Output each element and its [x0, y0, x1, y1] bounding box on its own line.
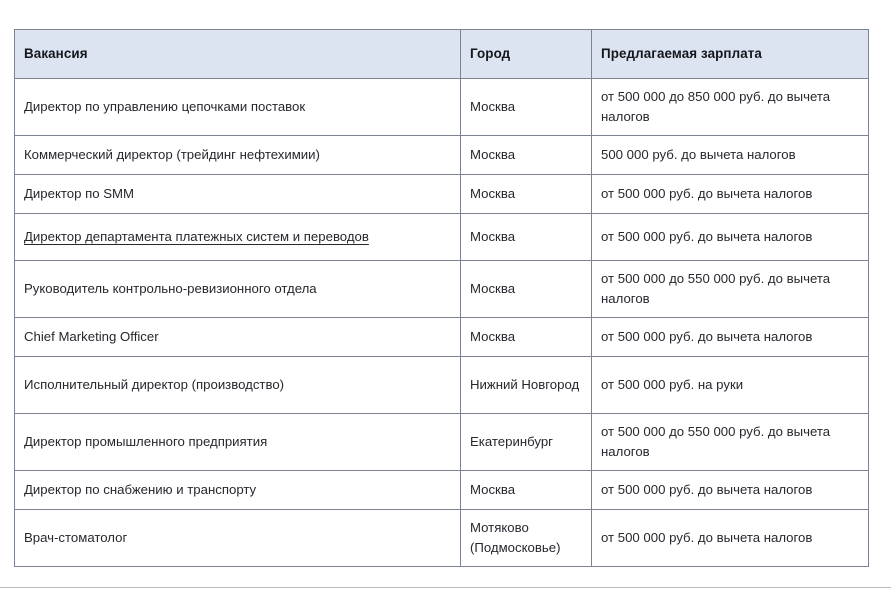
cell-city: Москва	[461, 261, 592, 318]
vacancy-label-underlined: Директор департамента платежных систем и переводов	[24, 228, 369, 244]
cell-city: Москва	[461, 214, 592, 261]
cell-vacancy: Chief Marketing Officer	[15, 318, 461, 357]
column-header-city: Город	[461, 30, 592, 79]
table-row	[15, 136, 869, 175]
cell-salary: от 500 000 руб. на руки	[592, 357, 869, 414]
table-row	[15, 261, 869, 318]
table-container	[14, 29, 868, 567]
cell-city: Москва	[461, 175, 592, 214]
cell-vacancy: Директор по снабжению и транспорту	[15, 471, 461, 510]
column-header-salary: Предлагаемая зарплата	[592, 30, 869, 79]
table-row	[15, 214, 869, 261]
table-row	[15, 318, 869, 357]
cell-vacancy: Директор промышленного предприятия	[15, 414, 461, 471]
table-header	[15, 30, 869, 79]
cell-city: Москва	[461, 136, 592, 175]
table-row	[15, 79, 869, 136]
table-row	[15, 510, 869, 567]
cell-vacancy: Директор по управлению цепочками поставок	[15, 79, 461, 136]
cell-city: Екатеринбург	[461, 414, 592, 471]
cell-vacancy: Директор по SMM	[15, 175, 461, 214]
cell-city: Москва	[461, 318, 592, 357]
bottom-divider	[0, 587, 891, 588]
cell-salary: от 500 000 руб. до вычета налогов	[592, 510, 869, 567]
cell-city: Москва	[461, 79, 592, 136]
vacancies-salary-table	[14, 29, 869, 567]
table-row	[15, 471, 869, 510]
cell-salary: от 500 000 до 550 000 руб. до вычета налогов	[592, 261, 869, 318]
cell-vacancy: Руководитель контрольно-ревизионного отдела	[15, 261, 461, 318]
cell-salary: от 500 000 руб. до вычета налогов	[592, 318, 869, 357]
cell-city: Нижний Новгород	[461, 357, 592, 414]
cell-salary: от 500 000 руб. до вычета налогов	[592, 214, 869, 261]
cell-vacancy: Врач-стоматолог	[15, 510, 461, 567]
cell-salary: от 500 000 до 550 000 руб. до вычета налогов	[592, 414, 869, 471]
table-row	[15, 357, 869, 414]
cell-vacancy: Коммерческий директор (трейдинг нефтехимии)	[15, 136, 461, 175]
cell-city: Мотяково (Подмосковье)	[461, 510, 592, 567]
cell-salary: от 500 000 руб. до вычета налогов	[592, 471, 869, 510]
cell-vacancy: Исполнительный директор (производство)	[15, 357, 461, 414]
cell-salary: от 500 000 руб. до вычета налогов	[592, 175, 869, 214]
cell-city: Москва	[461, 471, 592, 510]
cell-salary: от 500 000 до 850 000 руб. до вычета налогов	[592, 79, 869, 136]
table-body	[15, 79, 869, 567]
table-row	[15, 414, 869, 471]
table-row	[15, 175, 869, 214]
cell-salary: 500 000 руб. до вычета налогов	[592, 136, 869, 175]
cell-vacancy	[15, 214, 461, 261]
column-header-vacancy: Вакансия	[15, 30, 461, 79]
table-header-row	[15, 30, 869, 79]
